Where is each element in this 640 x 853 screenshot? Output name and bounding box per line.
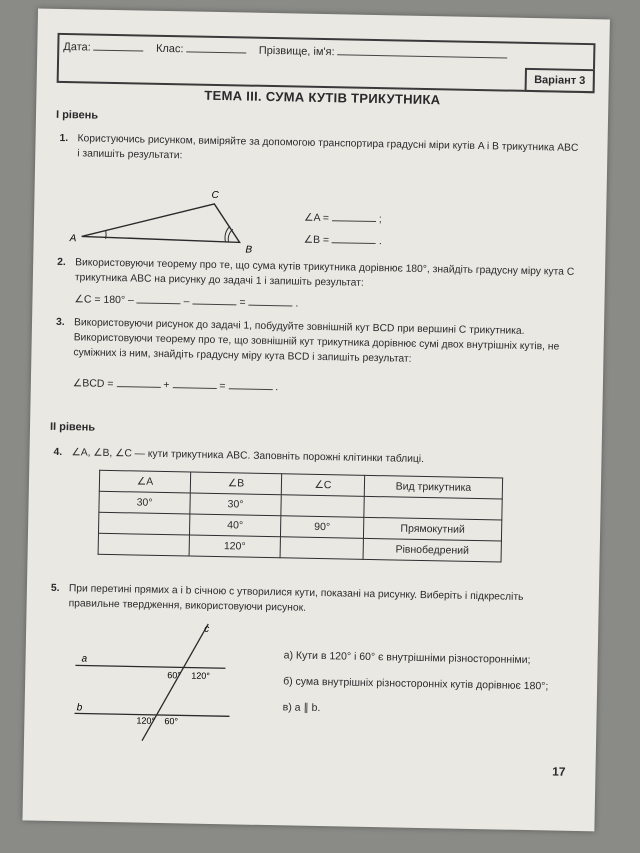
table-cell-empty[interactable] [98, 512, 189, 535]
table-cell-empty[interactable] [280, 537, 363, 560]
table-header-cell: ∠A [99, 470, 190, 493]
answer-angle-b: ∠B = . [303, 233, 382, 248]
angle-b-right-label: 60° [164, 716, 179, 727]
class-label: Клас: [155, 42, 184, 56]
task-4-text: ∠A, ∠B, ∠C — кути трикутника ABC. Заповніть порожні клітинки таблиці. [71, 447, 425, 466]
task-1-text: Користуючись рисунком, виміряйте за допомогою транспортира градусні міри кутів A і B трикутника ABC і запишіть результати: [77, 133, 579, 162]
task-3-formula: ∠BCD = + = . [72, 377, 279, 394]
level-2-heading: ІІ рівень [49, 420, 96, 434]
date-blank[interactable] [94, 50, 144, 52]
table-cell: 90° [280, 516, 363, 539]
task-3-blank-3[interactable] [228, 378, 272, 390]
page-number: 17 [552, 764, 566, 779]
task-5-text: При перетині прямих a і b січною c утворилися кути, показані на рисунку. Виберіть і підкресліть правильне твердження, використовуючи рисунок. [68, 583, 524, 614]
angle-a-left-label: 60° [167, 670, 181, 681]
answer-angle-a: ∠A = ; [303, 211, 382, 226]
name-label: Прізвище, ім'я: [258, 44, 335, 59]
label-a: a [81, 653, 88, 665]
table-cell-empty[interactable] [281, 495, 364, 518]
triangle-abc-figure [63, 181, 284, 255]
task-1 [59, 131, 581, 171]
table-cell: Прямокутний [363, 517, 501, 541]
option-b[interactable]: б) сума внутрішніх різносторонніх кутів дорівнює 180°; [283, 675, 549, 693]
option-a[interactable]: а) Кути в 120° і 60° є внутрішніми різносторонніми; [283, 649, 531, 667]
vertex-a-label: A [69, 233, 77, 245]
page-title: ТЕМА III. СУМА КУТІВ ТРИКУТНИКА [204, 87, 441, 108]
task-3 [55, 315, 578, 370]
line-a [75, 665, 225, 668]
task-2-number: 2. [57, 256, 66, 269]
level-1-heading: І рівень [55, 108, 99, 122]
task-2-blank-3[interactable] [248, 295, 292, 307]
answer-a-blank[interactable] [332, 210, 376, 222]
table-cell-empty[interactable] [364, 496, 502, 520]
task-4-number: 4. [53, 446, 63, 459]
task-5 [50, 581, 572, 621]
label-c: c [204, 623, 210, 635]
table-cell: 120° [189, 535, 280, 558]
task-3-blank-1[interactable] [116, 376, 160, 388]
angle-b-left-label: 120° [136, 715, 156, 726]
task-2-blank-1[interactable] [137, 292, 181, 304]
vertex-c-label: C [211, 189, 219, 202]
task-2-text: Використовуючи теорему про те, що сума кутів трикутника дорівнює 180°, знайдіть градусну міру кута C трикутника ABC на рисунку до задачі 1 і запишіть результат: [74, 257, 575, 289]
option-c[interactable]: в) a ∥ b. [282, 701, 321, 715]
angles-table [98, 470, 504, 563]
task-4 [53, 445, 575, 470]
table-header-cell: ∠C [281, 474, 364, 497]
date-label: Дата: [63, 41, 91, 54]
table-cell: 30° [99, 491, 190, 514]
parallel-lines-figure [64, 617, 256, 746]
task-3-number: 3. [55, 316, 65, 329]
task-2 [57, 255, 579, 295]
table-cell: Рівнобедрений [363, 538, 501, 562]
task-2-formula: ∠C = 180° – – = . [74, 293, 299, 310]
triangle-abc [82, 201, 241, 242]
class-blank[interactable] [187, 51, 247, 53]
answer-b-blank[interactable] [332, 232, 376, 244]
table-cell: 40° [189, 514, 280, 537]
variant-badge: Варіант 3 [525, 68, 595, 93]
worksheet-page [22, 9, 609, 832]
angle-a-right-label: 120° [191, 670, 210, 681]
label-b: b [76, 702, 83, 714]
vertex-b-label: B [245, 244, 253, 256]
header-box [57, 33, 596, 93]
task-3-blank-2[interactable] [172, 377, 216, 389]
table-header-cell: ∠B [190, 472, 281, 495]
task-5-number: 5. [50, 582, 60, 595]
task-3-text: Використовуючи рисунок до задачі 1, побудуйте зовнішній кут BCD при вершині C трикутника. Використовуючи теорему про те, що зовнішній кут трикутника дорівнює сумі двох внутрішніх кутів, не суміжних із ним, знайдіть градусну міру кута BCD і запишіть результат: [73, 317, 560, 365]
table-cell-empty[interactable] [98, 533, 189, 556]
task-2-blank-2[interactable] [192, 294, 236, 306]
name-blank[interactable] [338, 54, 508, 58]
task-1-number: 1. [59, 132, 69, 145]
table-cell: 30° [190, 493, 281, 516]
table-header-cell: Вид трикутника [364, 475, 502, 499]
